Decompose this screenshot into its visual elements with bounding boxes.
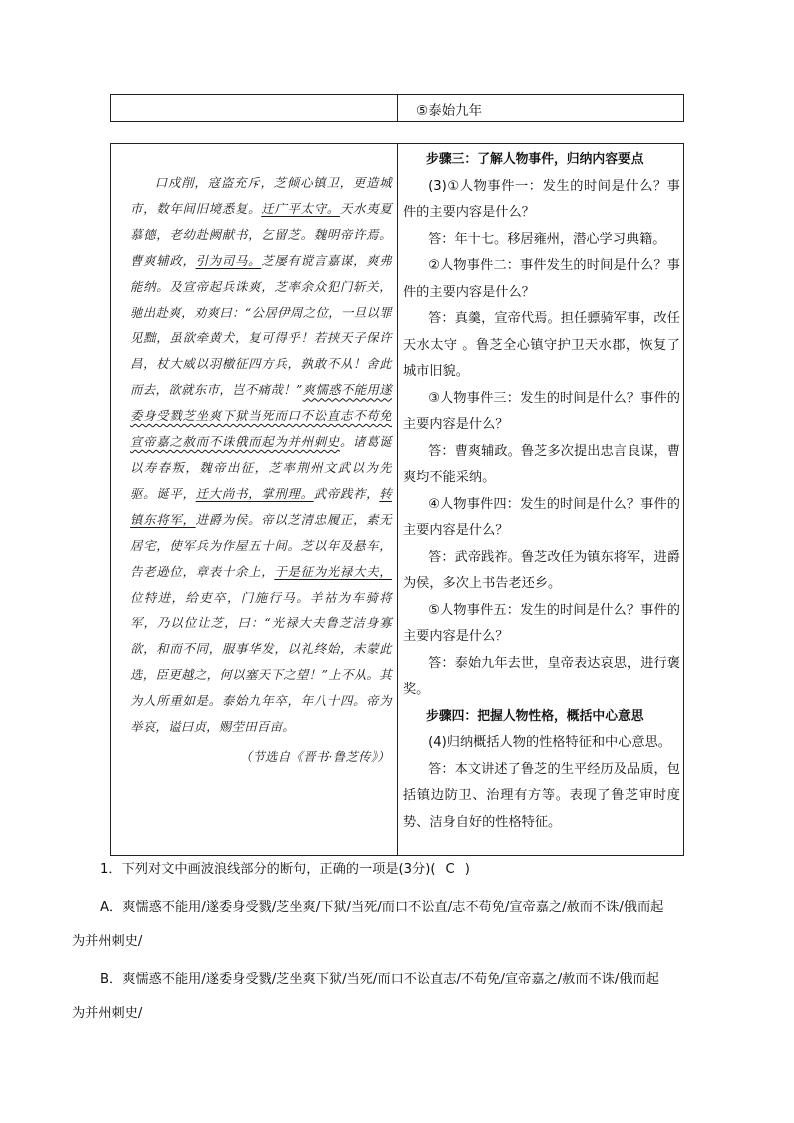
event4-question: ④人物事件四：发生的时间是什么？事件的主要内容是什么？ (403, 496, 680, 538)
question-answer: C (445, 862, 455, 877)
event5-answer: 答：泰始九年去世，皇帝表达哀思，进行褒奖。 (403, 655, 680, 697)
underlined-phrase: 迁广平太守。 (261, 200, 340, 216)
option-a-continued: 为并州刺史/ (72, 934, 143, 949)
underlined-phrase: 迁大尚书，掌刑理。 (195, 485, 314, 501)
passage-source: （节选自《晋书·鲁芝传》） (239, 748, 390, 764)
question-stem-text: 1．下列对文中画波浪线部分的断句，正确的一项是(3分)( (100, 862, 436, 877)
event3-answer: 答：曹爽辅政。鲁芝多次提出忠言良谋，曹爽均不能采纳。 (403, 443, 680, 485)
table-divider (397, 144, 398, 855)
question-section (72, 856, 726, 1028)
top-table (110, 94, 684, 122)
event5-question: ⑤人物事件五：发生的时间是什么？事件的主要内容是什么？ (403, 602, 680, 644)
event4-answer: 答：武帝践祚。鲁芝改任为镇东将军，进爵为侯，多次上书告老还乡。 (403, 549, 680, 591)
step4-heading: 步骤四：把握人物性格，概括中心意思 (426, 708, 644, 724)
passage-paragraph (130, 170, 392, 740)
option-b-continued: 为并州刺史/ (72, 1006, 143, 1021)
character-answer: 答：本文讲述了鲁芝的生平经历及品质，包括镇边防卫、治理有方等。表现了鲁芝审时度势、洁身自好的性格特征。 (403, 761, 680, 830)
event2-question: ②人物事件二：事件发生的时间是什么？事件的主要内容是什么？ (403, 258, 680, 300)
passage-text: 芝屡有谠言嘉谋，爽弗能纳。及宣帝起兵诛爽，芝率余众犯门斩关，驰出赴爽，劝爽曰：“公居伊周之位，一旦以罪见黜，虽欲牵黄犬，复可得乎！若挟天子保许昌，杖大威以羽檄征四方兵，孰敢不从！舍此而去，欲就东市，岂不痛哉！” (130, 252, 393, 398)
underlined-phrase: 转镇东将军， (130, 485, 393, 527)
question-stem-close: ) (464, 862, 470, 877)
underlined-phrase: 引为司马。 (195, 252, 262, 268)
steps-column (403, 147, 680, 836)
option-a: A．爽懦惑不能用/遂委身受戮/芝坐爽/下狱/当死/而口不讼直/志不苟免/宣帝嘉之/赦而不诛/俄而起 (100, 900, 664, 915)
passage-text: 武帝践祚， (313, 485, 380, 501)
passage-text: 进爵为侯。帝以芝清忠履正，素无居宅，使军兵为作屋五十间。芝以年及悬车，告老逊位，章表十余上， (130, 511, 393, 579)
event1-question: (3)①人物事件一：发生的时间是什么？事件的主要内容是什么？ (403, 178, 680, 220)
event2-answer: 答：真羹，宣帝代焉。担任骠骑军事，改任天水太守 。鲁芝全心镇守护卫天水郡，恢复了城市旧貌。 (403, 311, 680, 379)
event1-answer: 答：年十七。移居雍州，潜心学习典籍。 (428, 231, 666, 247)
character-question: (4)归纳概括人物的性格特征和中心意思。 (428, 735, 671, 750)
underlined-phrase: 于是征为光禄大夫， (274, 563, 392, 579)
event3-question: ③人物事件三：发生的时间是什么？事件的主要内容是什么？ (403, 390, 680, 432)
passage-text: 口戍削，寇盗充斥，芝倾心镇卫，更造城市，数年间旧境悉复。 (130, 175, 392, 216)
passage-column (130, 170, 392, 770)
step3-heading: 步骤三：了解人物事件，归纳内容要点 (426, 152, 644, 167)
passage-text: 位特进，给吏卒，门施行马。羊祜为车骑将军，乃以位让芝，曰：“光禄大夫鲁芝洁身寡欲，和而不同，服事华发，以礼终始，未蒙此选，臣更越之，何以塞天下之望！”上不从。其为人所重如是。泰始九年卒，年八十四。帝为举哀，谥曰贞，赐茔田百亩。 (130, 589, 392, 735)
wavy-underlined-phrase: 爽懦惑不能用遂委身受戮芝坐爽下狱当死而口不讼直志不苟免宣帝嘉之赦而不诛俄而起为并州刺史 (130, 382, 392, 450)
option-b: B．爽懦惑不能用/遂委身受戮/芝坐爽下狱/当死/而口不讼直志/不苟免/宣帝嘉之/赦而不诛/俄而起 (100, 972, 659, 987)
passage-text: 天水夷夏慕德，老幼赴阙献书，乞留芝。魏明帝许焉。曹爽辅政， (130, 200, 393, 268)
top-table-right-cell: ⑤泰始九年 (416, 103, 483, 119)
question-stem (100, 856, 726, 884)
table-divider (397, 95, 398, 121)
passage-text: 。诸葛诞以寿春叛，魏帝出征，芝率荆州文武以为先驱。诞平， (130, 434, 392, 501)
